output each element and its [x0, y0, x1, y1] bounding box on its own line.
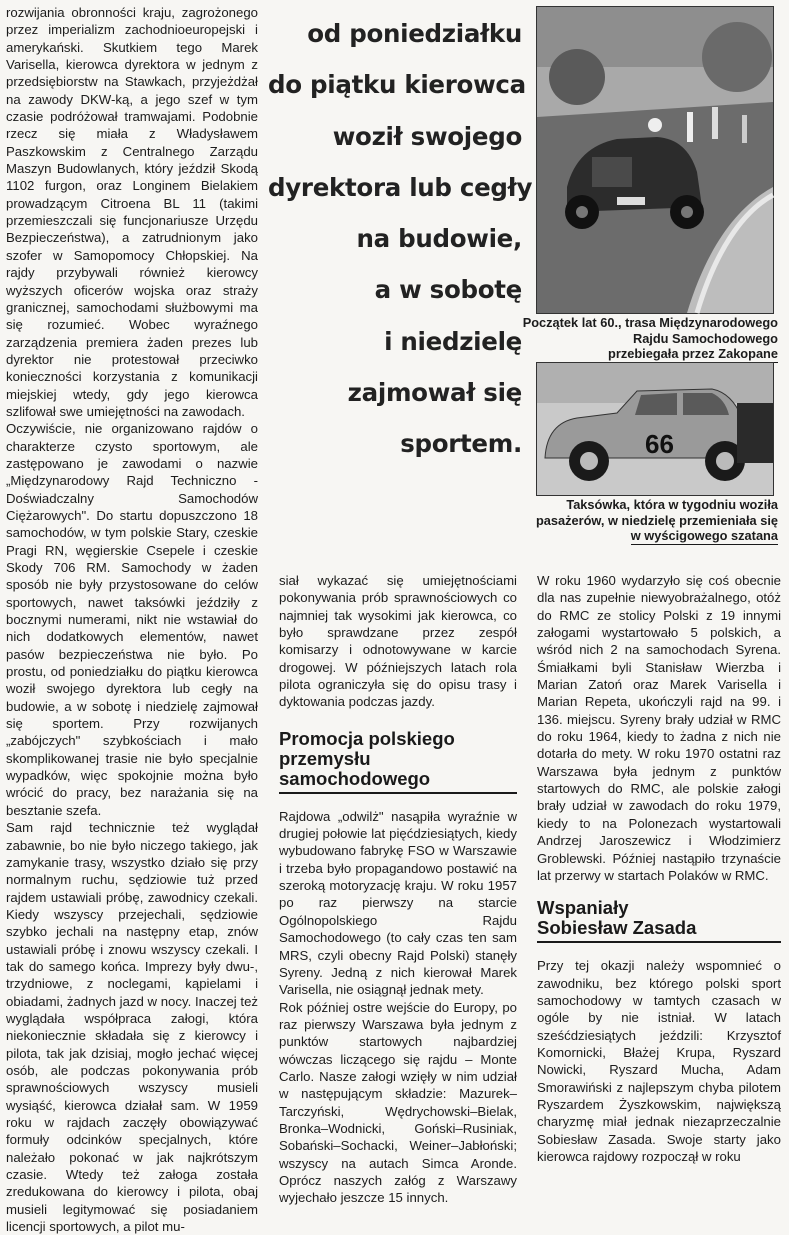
rally-car-illustration [537, 7, 773, 313]
caption-line: Taksówka, która w tygodniu woziła [566, 497, 778, 512]
pull-quote-line: woził swojego [332, 121, 522, 151]
section-heading-zasada [537, 898, 781, 943]
caption-line: w wyścigowego szatana [630, 528, 778, 544]
pull-quote-line: na budowie, [356, 224, 522, 254]
pull-quote-line: a w sobotę [374, 275, 522, 305]
paragraph: Rajdowa „odwilż" nasąpiła wyraźnie w drugiej połowie lat pięćdziesiątych, kiedy wybudowano fabrykę FSO w Warszawie i trzeba było propagandowo postawić na szeroką motoryzację kraju. W roku 1957 po raz pierwszy na starcie Ogólnopolskiego Rajdu Samochodowego (to cały czas ten sam MRS, czyli obecny Rajd Polski) stanęły Syreny. Jedną z nich kierował Marek Varisella, nie osiągnął jednak mety. [279, 808, 517, 998]
photo-rally-zakopane [536, 6, 774, 314]
caption-line: Początek lat 60., trasa Międzynarodowego [522, 315, 778, 330]
pull-quote-line: dyrektora lub cegły [268, 172, 533, 202]
paragraph: rozwijania obronności kraju, zagrożonego przez imperializm zachodnioeuropejski i amerykański. Skutkiem tego Marek Varisella, kierowca dyrektora w jednym z przedsiębiorstw na Stawkach, przyjeżdżał na zawody DKW-ką, a jego szef w tym czasie podróżował tramwajami. Podobnie rzecz się miała z Władysławem Paszkowskim z Centralnego Zarządu Maszyn Budowlanych, który jeździł Skodą 1102 furgon, oraz Longinem Bielakiem prowadzącym Citroena BL 11 (takimi przemieszczali się funcjonariusze Urzędu Bezpieczeństwa), a zatrudnionym jako szofer w Samopomocy Chłopskiej. Na rajdy przybywali również kierowcy wyższych oficerów wojska oraz straży granicznej, samochodami służbowymi ma się rozumieć. Wobec wyraźnego zarządzenia premiera żaden prezes lub dyrektor nie protestował przeciwko konieczności korzystania z komunikacji miejskiej wtedy, gdy jego kierowca szlifował swe umiejętności na zawodach. [6, 5, 258, 419]
paragraph: siał wykazać się umiejętnościami pokonywania prób sprawnościowych co najmniej tak wysokimi jak kierowca, co było sprawdzane przez zespół komisarzy i odnotowywane w karcie drogowej. W późniejszych latach rola pilota ograniczyła się do opisu trasy i dyktowania podczas jazdy. [279, 573, 517, 710]
photo-caption-top [512, 315, 778, 363]
pull-quote-line: od poniedziałku [307, 19, 522, 48]
pull-quote-line: sportem. [400, 429, 522, 459]
caption-line: Rajdu Samochodowego [632, 330, 778, 346]
text-column-3 [537, 572, 781, 1164]
taxi-car-illustration [537, 363, 773, 495]
paragraph: Przy tej okazji należy wspomnieć o zawodniku, bez którego polski sport samochodowy w tamtych czasach w ogóle by nie istniał. W latach sześćdziesiątych jeździli: Krzysztof Komornicki, Błażej Krupa, Ryszard Nowicki, Ryszard Mucha, Adam Smorawiński z najlepszym chyba pilotem Ryszardem Żyszkowskim, największą charyzmę miał jednak niezaprzeczalnie Sobiesław Zasada. Swoje starty jako kierowca rajdowy rozpoczął w roku [537, 958, 781, 1164]
caption-line: pasażerów, w niedzielę przemieniała się [535, 512, 778, 528]
pull-quote-line: zajmował się [347, 378, 522, 408]
pull-quote [268, 8, 533, 470]
caption-line: przebiegała przez Zakopane [608, 346, 778, 362]
car-number: 66 [645, 429, 674, 459]
paragraph: W roku 1960 wydarzyło się coś obecnie dla nas zupełnie niewyobrażalnego, otóż do RMC ze stolicy Polski z 19 innymi załogami wystartowało 5 polskich, a wśród nich 2 na samochodach Syrena. Śmiałkami byli Stanisław Wierzba i Marian Zatoń oraz Marek Varisella i Marian Repeta, ukończyli rajd na 99. i 136. miejscu. Syreny brały udział w RMC do roku 1964, kiedy to żadna z nich nie dotarła do mety. W roku 1970 ostatni raz Warszawa była jednym z punktów startowych do RMC, ale polskie załogi brały udział w zawodach do roku 1979, kiedy to na Polonezach wystartowali Andrzej Jaroszewicz i Włodzimierz Groblewski. Później nastąpiło trzynaście lat przerwy w startach Polaków w RMC. [537, 573, 781, 883]
text-column-1 [6, 4, 258, 1235]
heading-line: Wspaniały [537, 897, 629, 919]
text-column-2 [279, 572, 517, 1206]
photo-taxi-car [536, 362, 774, 496]
heading-line: Promocja polskiego [279, 727, 455, 749]
paragraph: Oczywiście, nie organizowano rajdów o charakterze czysto sportowym, ale zastępowano je zawodami o nazwie „Międzynarodowy Rajd Techniczno - Doświadczalny Samochodów Ciężarowych". Do startu dopuszczono 18 samochodów, w tym polskie Stary, czeskie Pragi RN, węgierskie Csepele i czeskie Skody 706 RM. Samochody w żaden sposób nie były przystosowane do celów sportowych, nawet taksówki jeździły z bocznymi numerami, nikt nie wstawiał do nich dodatkowych elementów, nawet pasów bezpieczeństwa nie było. Po prostu, od poniedziałku do piątku kierowca woził swojego dyrektora lub cegły na budowie, a w sobotę i niedzielę zajmował się sportem. Przy rozwijanych „zabójczych" szybkościach i mało skomplikowanej trasie nie było specjalnie wypadków, więc spokojnie można było wrócić do pracy, bez narażania się na besztanie szefa. [6, 421, 258, 818]
paragraph: Sam rajd technicznie też wyglądał zabawnie, bo nie było niczego takiego, jak zamykanie trasy, wszystko działo się przy normalnym ruchu, sędziowie tuż przed rajdem ustawiali próbę, zawodnicy czekali. Kiedy wszyscy przejechali, sędziowie szybko jechali na następny etap, znów ustawiali próbę i znowu wszyscy czekali. I tak do samego końca. Imprezy były dwu-, trzydniowe, z noclegami, kąpielami i obiadami, żadnych jazd w nocy. Inaczej też wyglądała współpraca załogi, która niekoniecznie składała się z kierowcy i pilota, tak jak dzisiaj, mogło jechać więcej osób, ale podczas pokonywania prób sprawnościowych wszyscy musieli wysiąść, kierowca działał sam. W 1959 roku w rajdach zaczęły obowiązywać formuły odcinków specjalnych, które należało pokonać w jak najkrótszym czasie. Wtedy też załoga została zredukowana do kierowcy i pilota, obaj musieli legitymować się posiadaniem licencji sportowych, a pilot mu- [6, 820, 258, 1235]
photo-caption-bottom [512, 497, 778, 545]
heading-line: Sobiesław Zasada [537, 917, 697, 939]
pull-quote-line: do piątku kierowca [268, 70, 526, 100]
section-heading-promocja [279, 729, 517, 794]
pull-quote-line: i niedzielę [384, 326, 522, 356]
heading-line: przemysłu samochodowego [279, 747, 431, 789]
paragraph: Rok później ostre wejście do Europy, po raz pierwszy Warszawa była jednym z punktów startowych najbardziej wówczas liczącego się rajdu – Monte Carlo. Nasze załogi wzięły w nim udział w następującym składzie: Mazurek–Tarczyński, Wędrychowski–Bielak, Bronka–Wodnicki, Goński–Rusiniak, Sobański–Sochacki, Weiner–Jabłoński; wszyscy na autach Simca Aronde. Oprócz naszych załóg z Warszawy wyjechało jeszcze 15 innych. [279, 999, 517, 1206]
